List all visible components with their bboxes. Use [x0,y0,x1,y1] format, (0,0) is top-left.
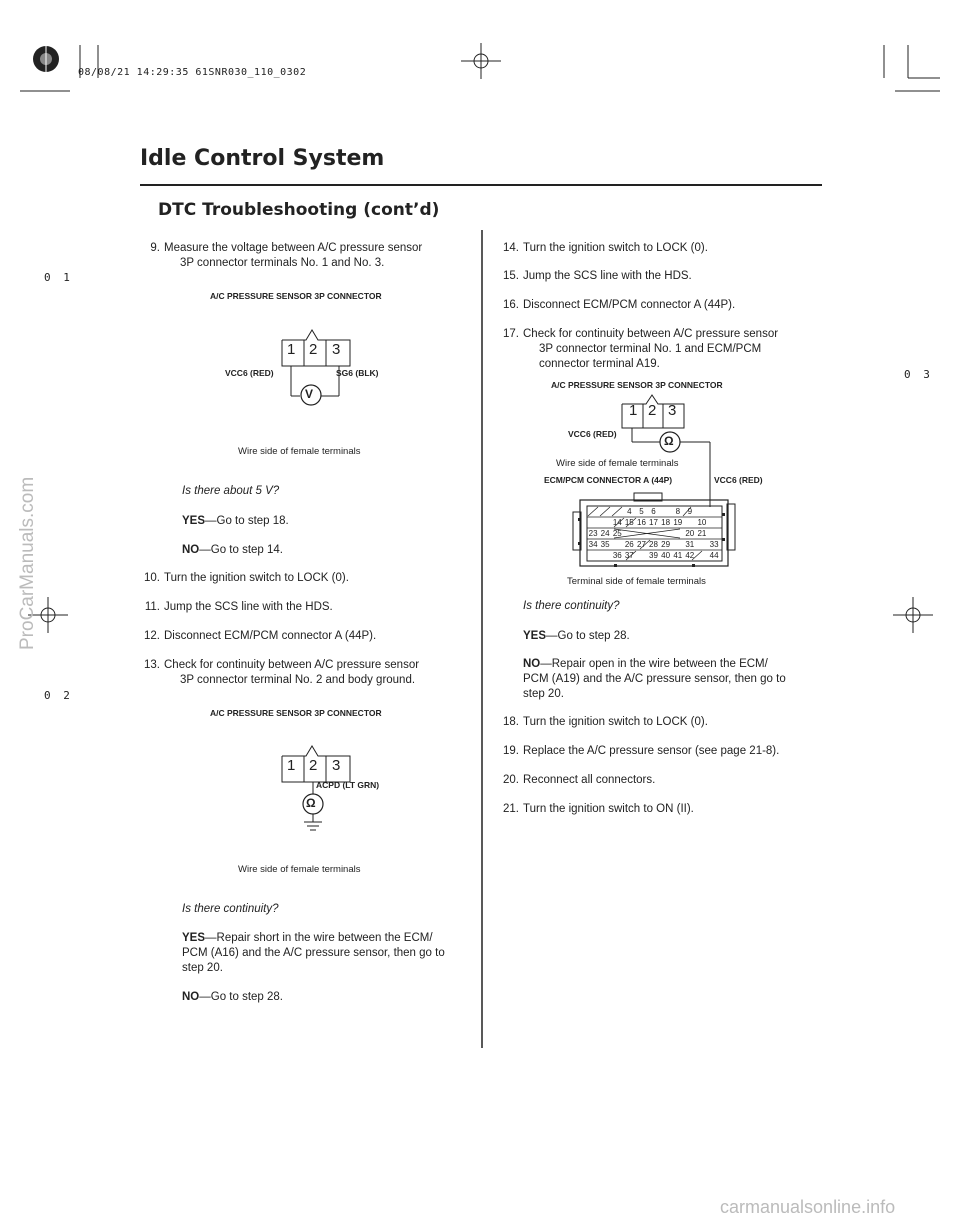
step-14: 14. Turn the ignition switch to LOCK (0). [503,242,708,254]
fig3-connector-diagram [570,392,740,584]
ecm-pin-5: 5 [639,507,644,516]
fig3-label-right: VCC6 (RED) [714,475,763,485]
fig1-caption: A/C PRESSURE SENSOR 3P CONNECTOR [210,291,382,301]
ecm-pin-labels [589,507,719,560]
ecm-pin-37: 37 [624,551,634,560]
ecm-pin-31: 31 [685,540,695,549]
ecm-pin-34: 34 [588,540,598,549]
answer-yes-1: YES—Go to step 18. [182,515,289,527]
ecm-pin-29: 29 [661,540,671,549]
margin-mark-right: 0 3 [904,368,933,381]
ecm-pin-26: 26 [624,540,634,549]
ecm-pin-8: 8 [675,507,681,516]
ecm-pin-36: 36 [612,551,622,560]
fig3-side-note: Wire side of female terminals [556,458,679,469]
fig2-label: ACPD (LT GRN) [316,780,380,790]
answer-yes-2: YES—Repair short in the wire between the ECM/ PCM (A16) and the A/C pressure sensor, then go to step 20. [182,932,445,974]
ecm-pin-16: 16 [637,518,646,527]
answer-no-2: NO—Go to step 28. [182,991,283,1003]
answer-no-3: NO—Repair open in the wire between the ECM/ PCM (A19) and the A/C pressure sensor, then go to step 20. [523,658,786,700]
crop-target-right [893,597,933,633]
ecm-pin-14: 14 [612,518,622,527]
question-1: Is there about 5 V? [182,485,280,497]
ecm-pin-40: 40 [661,551,671,560]
fig1-side-note: Wire side of female terminals [238,446,361,457]
ecm-pin-20: 20 [685,529,695,538]
crop-target-top-center [461,43,501,79]
fig2-caption: A/C PRESSURE SENSOR 3P CONNECTOR [210,708,382,718]
ecm-pin-4: 4 [627,507,632,516]
ecm-pin-18: 18 [661,518,671,527]
ecm-pin-6: 6 [651,507,656,516]
ecm-pin-44: 44 [709,551,719,560]
ecm-pin-27: 27 [637,540,646,549]
fig3-bottom-note: Terminal side of female terminals [567,576,706,587]
watermark-bottom: carmanualsonline.info [720,1197,896,1217]
ecm-pin-25: 25 [612,529,622,538]
margin-mark-left-bottom: 0 2 [44,689,73,702]
ecm-pin-39: 39 [649,551,658,560]
margin-mark-left-top: 0 1 [44,271,73,284]
ecm-pin-23: 23 [588,529,598,538]
step-9: 9. Measure the voltage between A/C pressure sensor 3P connector terminals No. 1 and No. 3. [150,242,423,269]
fig1-meter-symbol: V [305,387,314,401]
fig2-side-note: Wire side of female terminals [238,864,361,875]
step-13: 13. Check for continuity between A/C pressure sensor 3P connector terminal No. 2 and body ground. [144,659,420,686]
ecm-pin-10: 10 [697,518,707,527]
fig3-caption: A/C PRESSURE SENSOR 3P CONNECTOR [551,380,723,390]
ecm-pin-28: 28 [649,540,658,549]
page-subtitle: DTC Troubleshooting (cont’d) [158,200,440,220]
ecm-pin-21: 21 [697,529,707,538]
fig3-meter-symbol: Ω [664,434,674,448]
fig1-label-right: SG6 (BLK) [336,368,379,378]
step-19: 19. Replace the A/C pressure sensor (see page 21-8). [503,745,780,757]
question-3: Is there continuity? [523,600,620,612]
watermark-left: ProCarManuals.com [17,476,38,650]
ecm-pin-41: 41 [673,551,683,560]
step-21: 21. Turn the ignition switch to ON (II). [503,803,694,815]
ecm-pin-15: 15 [624,518,634,527]
print-stamp: 08/08/21 14:29:35 61SNR030_110_0302 [78,67,307,78]
answer-no-1: NO—Go to step 14. [182,544,283,556]
ecm-pin-24: 24 [600,529,610,538]
ecm-pin-19: 19 [673,518,683,527]
step-17: 17. Check for continuity between A/C pressure sensor 3P connector terminal No. 1 and ECM/PCM connector terminal A19. [503,328,779,370]
ecm-pin-42: 42 [685,551,695,560]
step-16: 16. Disconnect ECM/PCM connector A (44P). [503,299,736,311]
step-11: 11. Jump the SCS line with the HDS. [144,601,333,613]
answer-yes-3: YES—Go to step 28. [523,630,630,642]
ecm-pin-33: 33 [709,540,719,549]
fig3-ecm-caption: ECM/PCM CONNECTOR A (44P) [544,475,673,485]
step-15: 15. Jump the SCS line with the HDS. [503,270,692,282]
fig3-label-left: VCC6 (RED) [568,429,617,439]
step-20: 20. Reconnect all connectors. [503,774,656,786]
question-2: Is there continuity? [182,903,279,915]
ecm-pin-9: 9 [687,507,693,516]
step-10: 10. Turn the ignition switch to LOCK (0). [144,572,349,584]
crop-target-top-left [33,40,59,78]
step-18: 18. Turn the ignition switch to LOCK (0). [503,716,708,728]
ecm-pin-35: 35 [600,540,610,549]
fig2-meter-symbol: Ω [306,796,316,810]
ecm-pin-17: 17 [649,518,658,527]
section-title: Idle Control System [140,146,385,171]
step-12: 12. Disconnect ECM/PCM connector A (44P). [144,630,377,642]
fig1-label-left: VCC6 (RED) [225,368,274,378]
